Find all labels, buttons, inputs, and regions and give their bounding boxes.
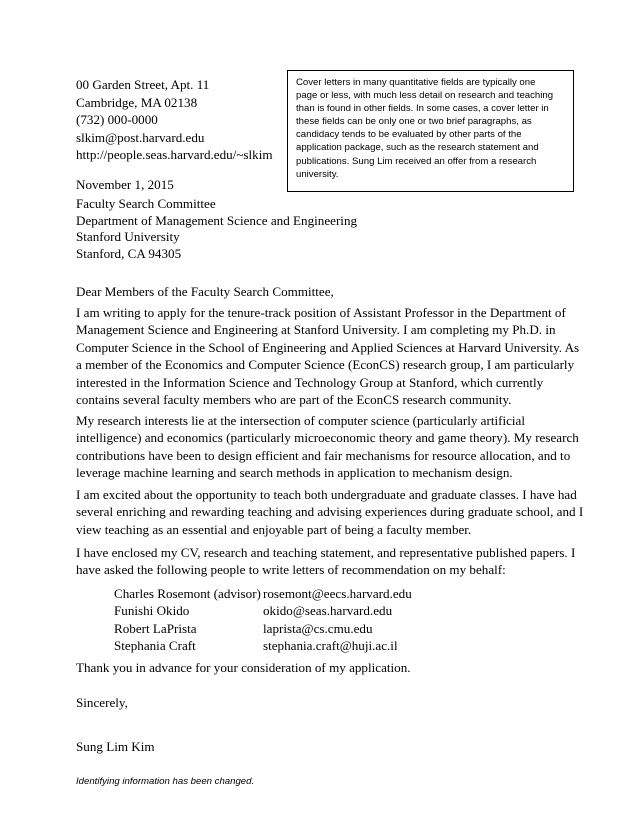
sender-email: slkim@post.harvard.edu bbox=[76, 129, 205, 145]
paragraph-line: I have enclosed my CV, research and teaching statement, and representative published papers. I bbox=[76, 545, 576, 560]
table-row bbox=[114, 620, 412, 637]
references-table bbox=[114, 585, 412, 655]
paragraph-line: interested in the Information Science and Technology Group at Stanford, which currently bbox=[76, 374, 544, 390]
reference-email: rosemont@eecs.harvard.edu bbox=[263, 586, 412, 601]
reference-email: okido@seas.harvard.edu bbox=[263, 603, 393, 619]
callout-line: candidacy tends to be evaluated by other parts of the bbox=[296, 129, 522, 141]
recipient-line: Department of Management Science and Engineering bbox=[76, 212, 358, 228]
sender-street: 00 Garden Street, Apt. 11 bbox=[76, 77, 210, 92]
reference-name: Robert LaPrista bbox=[114, 620, 197, 636]
callout-line: publications. Sung Lim received an offer from a research bbox=[296, 155, 537, 167]
reference-email: laprista@cs.cmu.edu bbox=[263, 620, 373, 636]
recipient-line: Stanford University bbox=[76, 229, 180, 244]
table-row bbox=[114, 602, 412, 619]
advice-callout-box bbox=[287, 70, 574, 192]
paragraph-line: have asked the following people to write letters of recommendation on my behalf: bbox=[76, 562, 506, 578]
paragraph-line: Computer Science in the School of Engineering and Applied Sciences at Harvard University. As bbox=[76, 339, 580, 355]
reference-name: Funishi Okido bbox=[114, 603, 190, 619]
paragraph-line: contains several faculty members who are part of the EconCS research community. bbox=[76, 391, 512, 407]
paragraph-research bbox=[76, 412, 579, 482]
callout-line: application package, such as the research statement and bbox=[296, 142, 539, 154]
paragraph-line: view teaching as an essential and enjoyable part of being a faculty member. bbox=[76, 521, 472, 537]
reference-name: Stephania Craft bbox=[114, 638, 196, 654]
paragraph-line: a member of the Economics and Computer Science (EconCS) research group, I am particularly bbox=[76, 357, 575, 373]
letter-date: November 1, 2015 bbox=[76, 177, 174, 192]
reference-name: Charles Rosemont (advisor) bbox=[114, 586, 261, 601]
paragraph-line: I am excited about the opportunity to teach both undergraduate and graduate classes. I have had bbox=[76, 487, 577, 502]
paragraph-intro bbox=[76, 304, 580, 408]
sender-address bbox=[76, 76, 273, 164]
paragraph-line: Management Science and Engineering at Stanford University. I am completing my Ph.D. in bbox=[76, 322, 556, 338]
salutation: Dear Members of the Faculty Search Committee, bbox=[76, 284, 334, 299]
reference-email: stephania.craft@huji.ac.il bbox=[263, 638, 398, 654]
signature-name: Sung Lim Kim bbox=[76, 739, 155, 754]
callout-line: page or less, with much less detail on research and teaching bbox=[296, 90, 554, 102]
recipient-address bbox=[76, 196, 357, 262]
table-row bbox=[114, 585, 412, 602]
paragraph-line: contributions have been to design efficient and fair mechanisms for resource allocation, and to bbox=[76, 447, 571, 463]
paragraph-enclosures bbox=[76, 544, 576, 579]
thank-you-line: Thank you in advance for your consideration of my application. bbox=[76, 660, 411, 675]
table-row bbox=[114, 637, 412, 654]
callout-line: Cover letters in many quantitative fields are typically one bbox=[296, 77, 536, 88]
footnote: Identifying information has been changed. bbox=[76, 776, 255, 787]
sign-off: Sincerely, bbox=[76, 695, 128, 710]
paragraph-line: My research interests lie at the intersection of computer science (particularly artificial bbox=[76, 413, 525, 428]
callout-line: than is found in other fields. In some cases, a cover letter in bbox=[296, 103, 549, 115]
sender-website: http://people.seas.harvard.edu/~slkim bbox=[76, 147, 273, 162]
recipient-line: Stanford, CA 94305 bbox=[76, 245, 182, 261]
paragraph-line: several enriching and rewarding teaching and advising experiences during graduate school, and I bbox=[76, 504, 584, 520]
paragraph-line: intelligence) and economics (particularly microeconomic theory and game theory). My research bbox=[76, 430, 579, 446]
sender-city: Cambridge, MA 02138 bbox=[76, 94, 198, 110]
paragraph-line: I am writing to apply for the tenure-track position of Assistant Professor in the Department of bbox=[76, 305, 566, 320]
callout-line: these fields can be only one or two brief paragraphs, as bbox=[296, 116, 532, 128]
recipient-line: Faculty Search Committee bbox=[76, 196, 216, 211]
sender-phone: (732) 000-0000 bbox=[76, 112, 158, 127]
callout-line: university. bbox=[296, 168, 339, 180]
paragraph-teaching bbox=[76, 486, 584, 538]
paragraph-line: leverage machine learning and search methods in application to mechanism design. bbox=[76, 465, 513, 481]
